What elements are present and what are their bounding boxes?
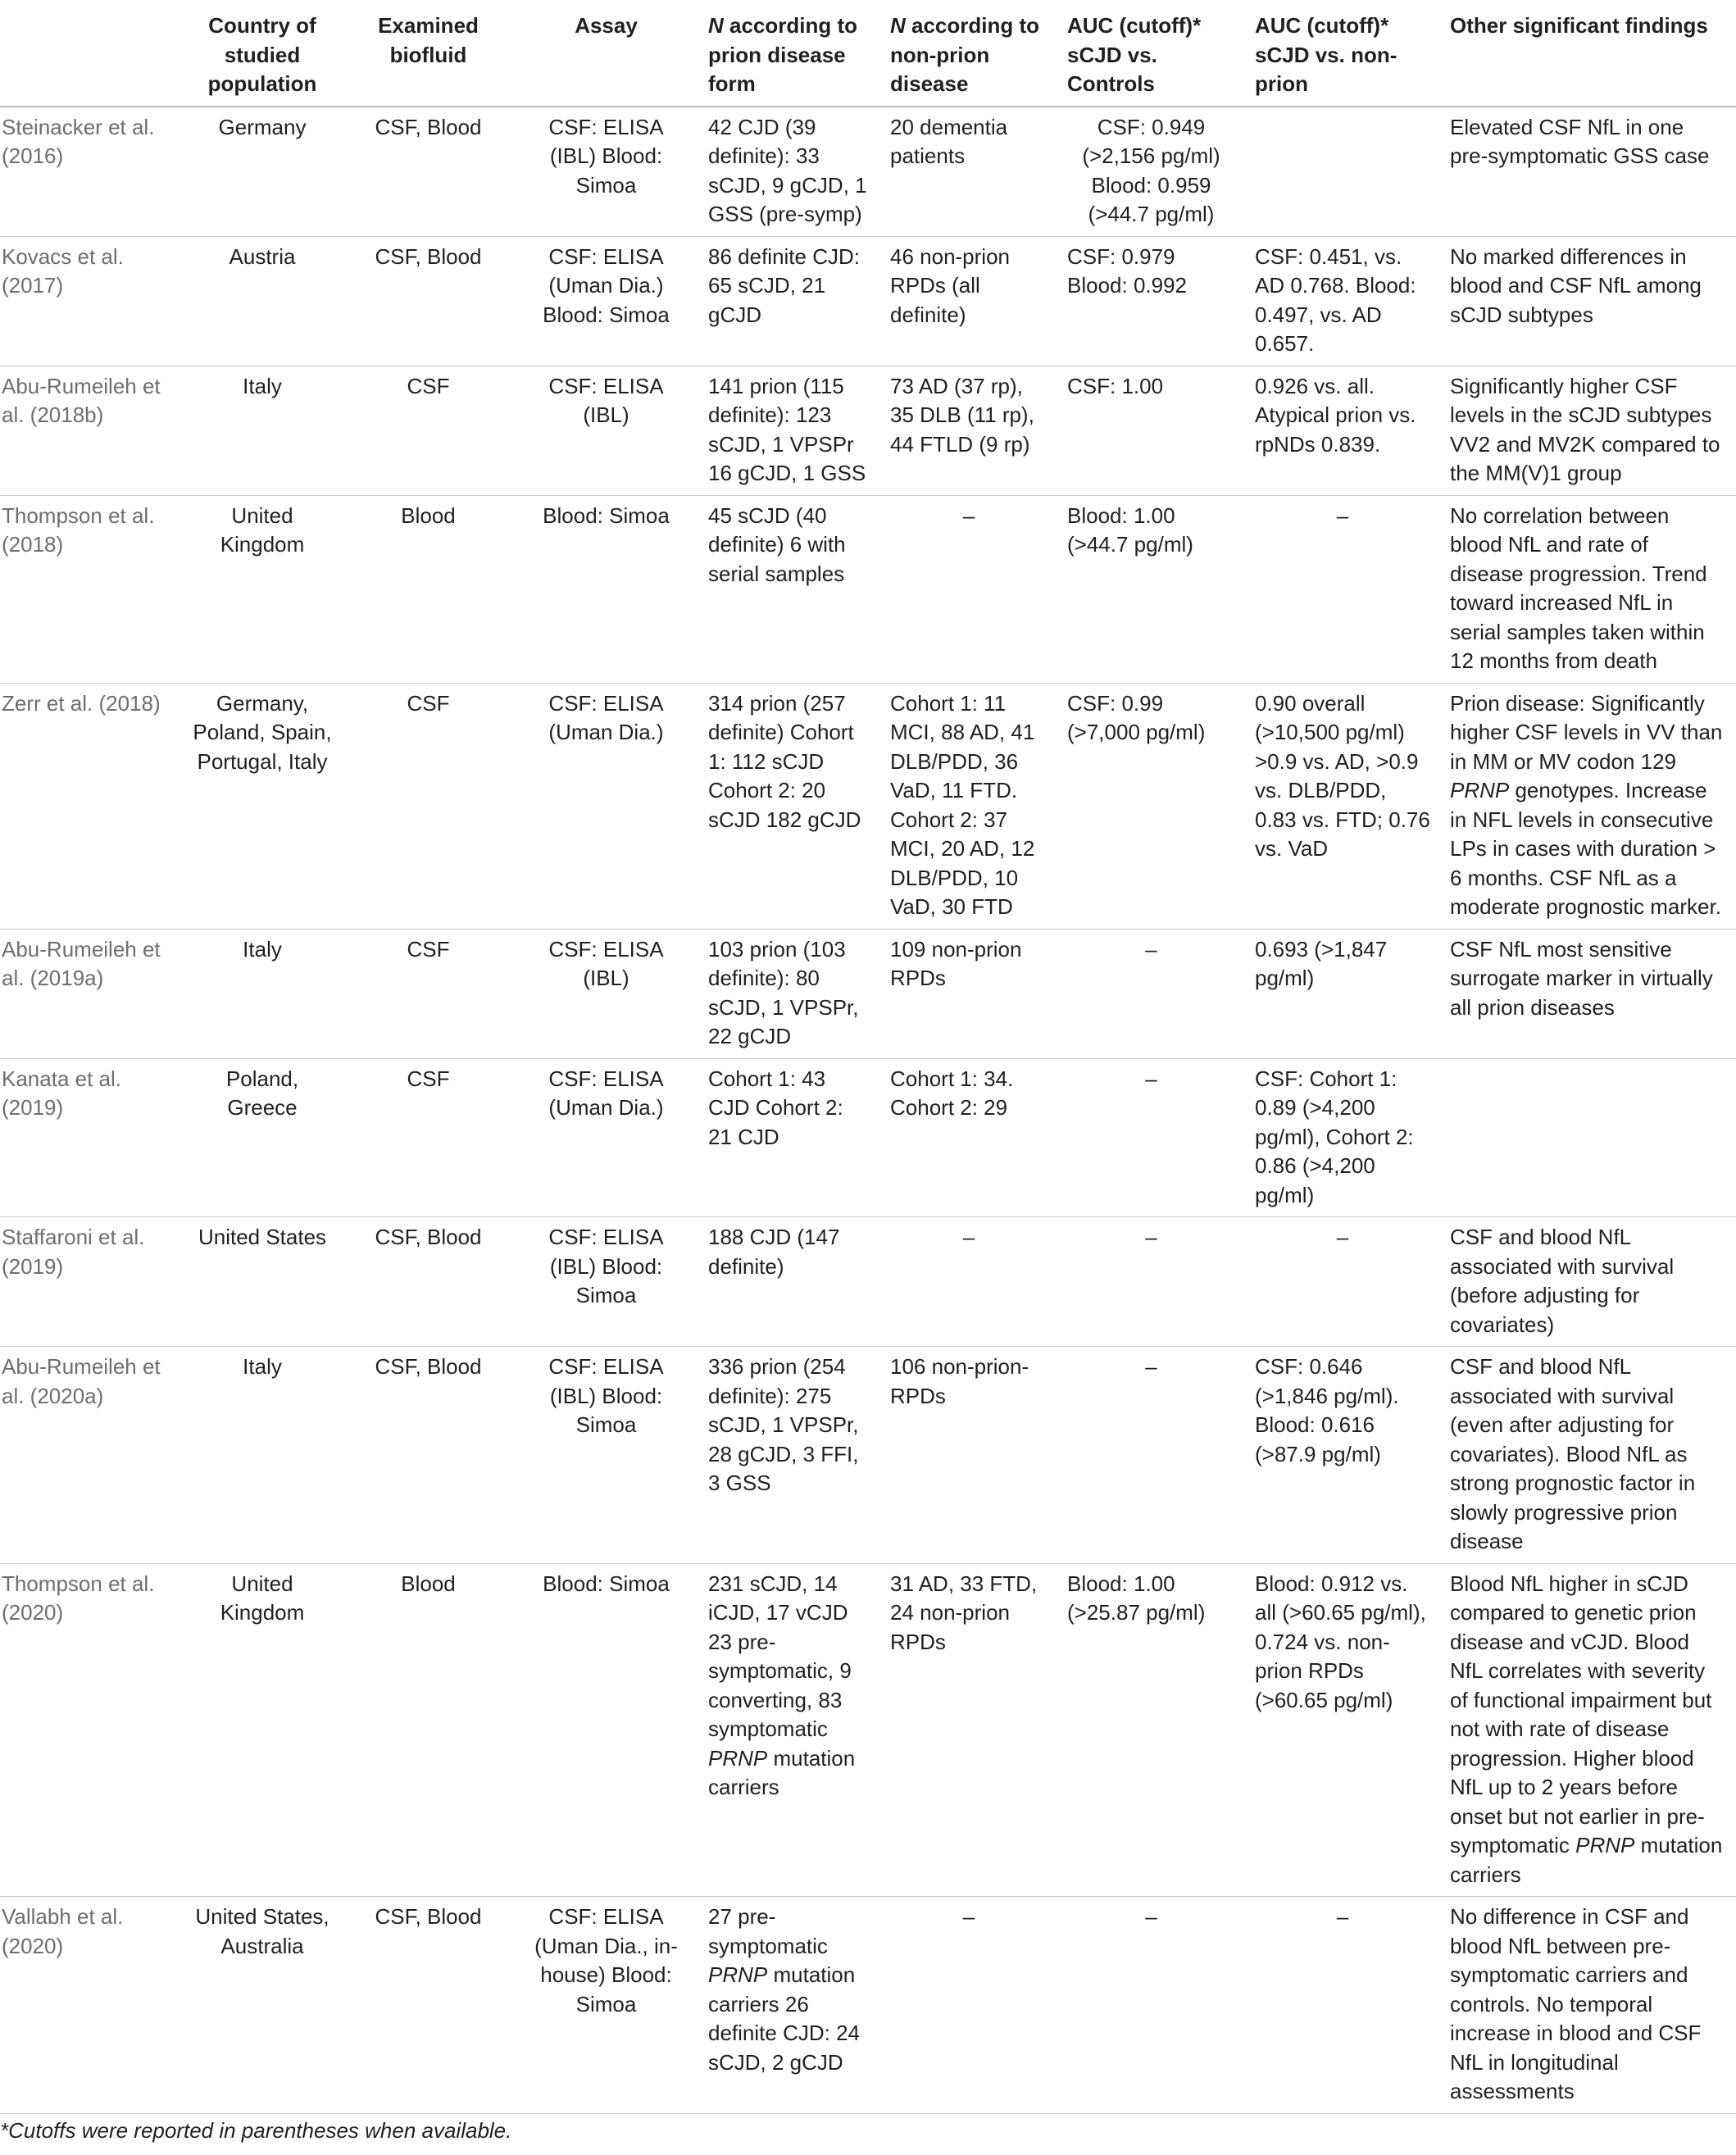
header-n-nonprion-italic: N [890,13,906,38]
cell-biofluid: CSF, Blood [343,1897,514,2114]
cell-assay: CSF: ELISA (Uman Dia.) Blood: Simoa [514,236,698,366]
cell-auc-nonprion: 0.90 overall (>10,500 pg/ml) >0.9 vs. AD, >0.9 vs. DLB/PDD, 0.83 vs. FTD; 0.76 vs. VaD [1245,683,1440,929]
table-footnote: *Cutoffs were reported in parentheses when available. [0,2118,512,2143]
header-n-nonprion-rest: according to non-prion disease [890,13,1040,96]
cell-auc-nonprion: 0.926 vs. all. Atypical prion vs. rpNDs 0.839. [1245,366,1440,495]
cell-n-nonprion: – [880,495,1057,683]
cell-auc-controls: Blood: 1.00 (>44.7 pg/ml) [1057,495,1245,683]
n-prion-text-pre: 231 sCJD, 14 iCJD, 17 vCJD 23 pre-symptomatic, 9 converting, 83 symptomatic [708,1571,852,1741]
table-row [0,1347,1736,1564]
cell-country: Austria [182,236,343,366]
cell-auc-nonprion: CSF: 0.646 (>1,846 pg/ml). Blood: 0.616 (>87.9 pg/ml) [1245,1347,1440,1564]
cell-auc-controls: – [1057,1347,1245,1564]
cell-assay: CSF: ELISA (Uman Dia., in-house) Blood: Simoa [514,1897,698,2114]
cell-biofluid: Blood [343,495,514,683]
cell-n-prion: 188 CJD (147 definite) [698,1217,880,1347]
cell-n-nonprion: 106 non-prion-RPDs [880,1347,1057,1564]
cell-assay: CSF: ELISA (IBL) [514,929,698,1058]
table-row [0,929,1736,1058]
findings-gene-name: PRNP [1450,778,1510,802]
cell-auc-nonprion: Blood: 0.912 vs. all (>60.65 pg/ml), 0.724 vs. non-prion RPDs (>60.65 pg/ml) [1245,1563,1440,1897]
cell-findings: CSF and blood NfL associated with survival (even after adjusting for covariates). Blood NfL as strong prognostic factor in slowly progressive prion disease [1440,1347,1736,1564]
cell-country: Italy [182,366,343,495]
cell-n-nonprion: 109 non-prion RPDs [880,929,1057,1058]
cell-n-prion: 45 sCJD (40 definite) 6 with serial samples [698,495,880,683]
findings-text-post: mutation carriers [1450,1833,1723,1887]
cell-auc-controls: Blood: 1.00 (>25.87 pg/ml) [1057,1563,1245,1897]
cell-study: Abu-Rumeileh et al. (2020a) [0,1347,182,1564]
cell-findings: No correlation between blood NfL and rate of disease progression. Trend toward increased NfL in serial samples taken within 12 months from death [1440,495,1736,683]
cell-findings: Elevated CSF NfL in one pre-symptomatic GSS case [1440,107,1736,237]
n-prion-gene-name: PRNP [708,1962,768,1987]
cell-assay: Blood: Simoa [514,1563,698,1897]
cell-auc-nonprion: CSF: Cohort 1: 0.89 (>4,200 pg/ml), Cohort 2: 0.86 (>4,200 pg/ml) [1245,1058,1440,1217]
cell-findings [1440,683,1736,929]
cell-country: Italy [182,929,343,1058]
cell-findings: No difference in CSF and blood NfL between pre-symptomatic carriers and controls. No temporal increase in blood and CSF NfL in longitudinal assessments [1440,1897,1736,2114]
table-row [0,1897,1736,2114]
header-n-nonprion [880,0,1057,107]
cell-auc-controls: – [1057,1897,1245,2114]
n-prion-text-post: mutation carriers 26 definite CJD: 24 sCJD, 2 gCJD [708,1962,860,2075]
cell-country: Italy [182,1347,343,1564]
cell-n-prion: 314 prion (257 definite) Cohort 1: 112 sCJD Cohort 2: 20 sCJD 182 gCJD [698,683,880,929]
table-row [0,236,1736,366]
cell-biofluid: CSF [343,929,514,1058]
cell-study: Abu-Rumeileh et al. (2018b) [0,366,182,495]
cell-study: Thompson et al. (2020) [0,1563,182,1897]
cell-n-prion: 103 prion (103 definite): 80 sCJD, 1 VPSPr, 22 gCJD [698,929,880,1058]
cell-n-nonprion: 46 non-prion RPDs (all definite) [880,236,1057,366]
cell-study: Thompson et al. (2018) [0,495,182,683]
cell-n-prion: 42 CJD (39 definite): 33 sCJD, 9 gCJD, 1 GSS (pre-symp) [698,107,880,237]
cell-assay: CSF: ELISA (Uman Dia.) [514,683,698,929]
cell-study: Vallabh et al. (2020) [0,1897,182,2114]
header-assay: Assay [514,0,698,107]
cell-n-nonprion: 73 AD (37 rp), 35 DLB (11 rp), 44 FTLD (9 rp) [880,366,1057,495]
cell-n-prion [698,1563,880,1897]
table-row [0,495,1736,683]
findings-text-pre: Blood NfL higher in sCJD compared to genetic prion disease and vCJD. Blood NfL correlates with severity of functional impairment but not with rate of disease progression. Higher blood NfL up to 2 years before onset but not earlier in pre-symptomatic [1450,1571,1712,1857]
table-row [0,107,1736,237]
header-n-prion [698,0,880,107]
cell-study: Steinacker et al. (2016) [0,107,182,237]
cell-biofluid: CSF [343,683,514,929]
cell-n-prion [698,1897,880,2114]
cell-biofluid: CSF [343,1058,514,1217]
header-n-prion-rest: according to prion disease form [708,13,858,96]
cell-n-prion: Cohort 1: 43 CJD Cohort 2: 21 CJD [698,1058,880,1217]
cell-assay: CSF: ELISA (IBL) [514,366,698,495]
cell-n-prion: 336 prion (254 definite): 275 sCJD, 1 VPSPr, 28 gCJD, 3 FFI, 3 GSS [698,1347,880,1564]
cell-country: Germany [182,107,343,237]
table-row [0,1058,1736,1217]
cell-study: Staffaroni et al. (2019) [0,1217,182,1347]
cell-findings: CSF and blood NfL associated with survival (before adjusting for covariates) [1440,1217,1736,1347]
findings-gene-name: PRNP [1575,1833,1635,1857]
header-findings: Other significant findings [1440,0,1736,107]
cell-findings [1440,1563,1736,1897]
cell-country: Germany, Poland, Spain, Portugal, Italy [182,683,343,929]
cell-n-nonprion: – [880,1897,1057,2114]
cell-findings: Significantly higher CSF levels in the sCJD subtypes VV2 and MV2K compared to the MM(V)1 group [1440,366,1736,495]
cell-country: United States [182,1217,343,1347]
cell-assay: Blood: Simoa [514,495,698,683]
cell-auc-controls: – [1057,1217,1245,1347]
cell-auc-controls: – [1057,929,1245,1058]
cell-n-nonprion: Cohort 1: 34. Cohort 2: 29 [880,1058,1057,1217]
header-country: Country of studied population [182,0,343,107]
n-prion-gene-name: PRNP [708,1745,768,1771]
cell-auc-controls: CSF: 0.99 (>7,000 pg/ml) [1057,683,1245,929]
cell-assay: CSF: ELISA (IBL) Blood: Simoa [514,1347,698,1564]
table-row [0,1563,1736,1897]
cell-assay: CSF: ELISA (Uman Dia.) [514,1058,698,1217]
cell-country: Poland, Greece [182,1058,343,1217]
cell-country: United Kingdom [182,1563,343,1897]
n-prion-text-post: mutation carriers [708,1745,856,1799]
cell-auc-nonprion: 0.693 (>1,847 pg/ml) [1245,929,1440,1058]
cell-study: Abu-Rumeileh et al. (2019a) [0,929,182,1058]
table-header-row [0,0,1736,107]
cell-biofluid: CSF, Blood [343,236,514,366]
cell-auc-nonprion: – [1245,495,1440,683]
cell-n-prion: 141 prion (115 definite): 123 sCJD, 1 VPSPr 16 gCJD, 1 GSS [698,366,880,495]
cell-findings: CSF NfL most sensitive surrogate marker in virtually all prion diseases [1440,929,1736,1058]
cell-country: United Kingdom [182,495,343,683]
cell-auc-nonprion: – [1245,1897,1440,2114]
cell-auc-controls: CSF: 0.979 Blood: 0.992 [1057,236,1245,366]
cell-auc-controls: – [1057,1058,1245,1217]
cell-biofluid: CSF, Blood [343,107,514,237]
findings-text-post: genotypes. Increase in NFL levels in consecutive LPs in cases with duration > 6 months. CSF NfL as a moderate prognostic marker. [1450,778,1721,919]
table-row [0,683,1736,929]
cell-country: United States, Australia [182,1897,343,2114]
cell-auc-controls: CSF: 0.949 (>2,156 pg/ml) Blood: 0.959 (>44.7 pg/ml) [1057,107,1245,237]
cell-n-nonprion: 31 AD, 33 FTD, 24 non-prion RPDs [880,1563,1057,1897]
cell-n-nonprion: Cohort 1: 11 MCI, 88 AD, 41 DLB/PDD, 36 VaD, 11 FTD. Cohort 2: 37 MCI, 20 AD, 12 DLB/PDD, 10 VaD, 30 FTD [880,683,1057,929]
header-auc-nonprion: AUC (cutoff)* sCJD vs. non-prion [1245,0,1440,107]
cell-n-nonprion: 20 dementia patients [880,107,1057,237]
cell-auc-nonprion: CSF: 0.451, vs. AD 0.768. Blood: 0.497, vs. AD 0.657. [1245,236,1440,366]
cell-study: Kovacs et al. (2017) [0,236,182,366]
cell-n-nonprion: – [880,1217,1057,1347]
cell-n-prion: 86 definite CJD: 65 sCJD, 21 gCJD [698,236,880,366]
cell-auc-controls: CSF: 1.00 [1057,366,1245,495]
cell-auc-nonprion [1245,107,1440,237]
n-prion-text-pre: 27 pre-symptomatic [708,1904,828,1958]
cell-study: Zerr et al. (2018) [0,683,182,929]
cell-assay: CSF: ELISA (IBL) Blood: Simoa [514,107,698,237]
header-auc-controls: AUC (cutoff)* sCJD vs. Controls [1057,0,1245,107]
findings-text-pre: Prion disease: Significantly higher CSF levels in VV than in MM or MV codon 129 [1450,690,1723,774]
header-n-prion-italic: N [708,13,724,38]
header-biofluid: Examined biofluid [343,0,514,107]
cell-biofluid: CSF [343,366,514,495]
header-study [0,0,182,107]
cell-biofluid: Blood [343,1563,514,1897]
cell-study: Kanata et al. (2019) [0,1058,182,1217]
cell-assay: CSF: ELISA (IBL) Blood: Simoa [514,1217,698,1347]
cell-findings: No marked differences in blood and CSF NfL among sCJD subtypes [1440,236,1736,366]
cell-findings [1440,1058,1736,1217]
cell-biofluid: CSF, Blood [343,1217,514,1347]
cell-biofluid: CSF, Blood [343,1347,514,1564]
table-row [0,1217,1736,1347]
cell-auc-nonprion: – [1245,1217,1440,1347]
table-row [0,366,1736,495]
